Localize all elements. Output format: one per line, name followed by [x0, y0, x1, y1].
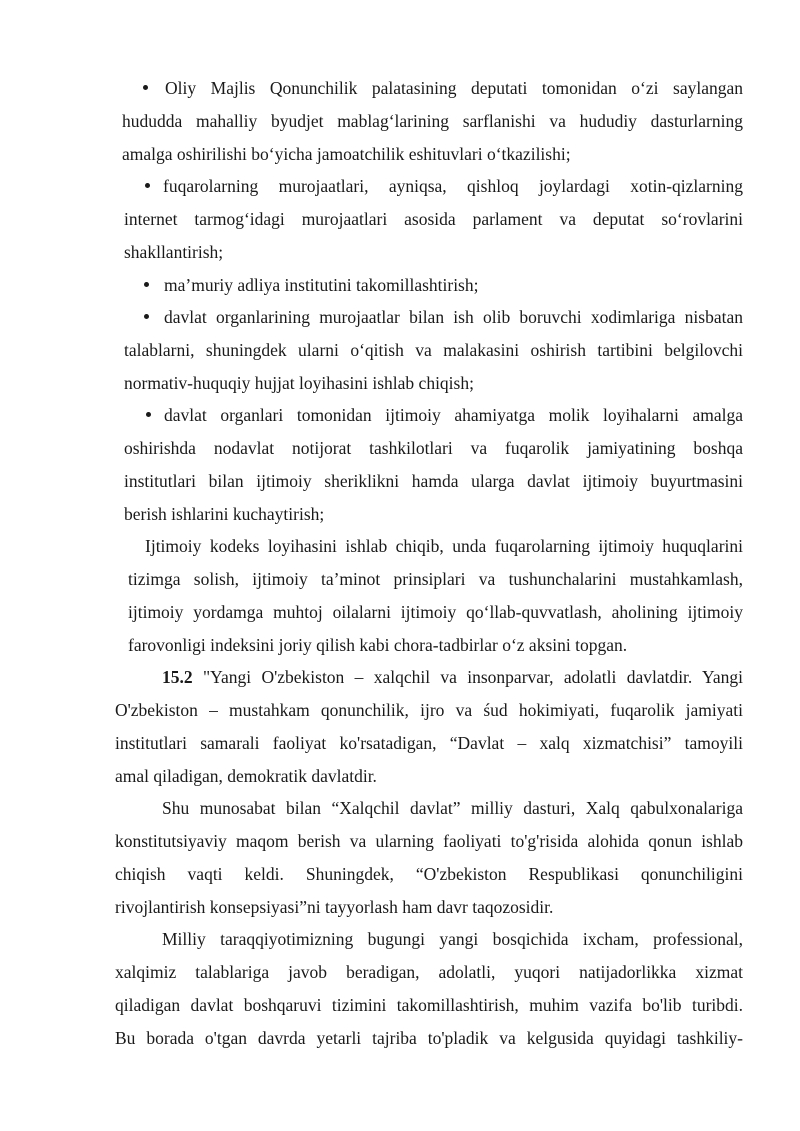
section-line-4: amal qiladigan, demokratik davlatdir. [115, 766, 377, 786]
ijtimoiy-line-4: farovonligi indeksini joriy qilish kabi chora-tadbirlar o‘z aksini topgan. [128, 635, 628, 655]
bullet-marker [144, 282, 149, 287]
bullet-2-line-2: internet tarmog‘idagi murojaatlari asosida parlament va deputat so‘rovlarini [124, 209, 743, 229]
bullet-marker [144, 314, 149, 319]
bullet-marker [145, 183, 150, 188]
section-line-1 [162, 666, 743, 688]
bullet-5-line-4: berish ishlarini kuchaytirish; [124, 504, 325, 524]
shu-line-2: konstitutsiyaviy maqom berish va ularning faoliyati to'g'risida alohida qonun ishlab [115, 831, 743, 851]
bullet-5-line-2: oshirishda nodavlat notijorat tashkilotlari va fuqarolik jamiyatining boshqa [124, 438, 743, 458]
bullet-2-line-1: fuqarolarning murojaatlari, ayniqsa, qishloq joylardagi xotin-qizlarning [163, 176, 743, 196]
bullet-1-line-1: Oliy Majlis Qonunchilik palatasining deputati tomonidan o‘zi saylangan [165, 78, 743, 98]
bullet-4-line-1: davlat organlarining murojaatlar bilan ish olib boruvchi xodimlariga nisbatan [164, 307, 743, 327]
section-number: 15.2 [162, 667, 193, 687]
bullet-1-line-3: amalga oshirilishi bo‘yicha jamoatchilik eshituvlari o‘tkazilishi; [122, 144, 571, 164]
bullet-5-line-3: institutlari bilan ijtimoiy sheriklikni hamda ularga davlat ijtimoiy buyurtmasini [124, 471, 743, 491]
bullet-2-line-3: shakllantirish; [124, 242, 224, 262]
section-line-3: institutlari samarali faoliyat ko'rsatadigan, “Davlat – xalq xizmatchisi” tamoyili [115, 733, 743, 753]
bullet-1-line-2: hududda mahalliy byudjet mablag‘larining sarflanishi va hududiy dasturlarning [122, 111, 743, 131]
shu-line-3: chiqish vaqti keldi. Shuningdek, “O'zbekiston Respublikasi qonunchiligini [115, 864, 743, 884]
milliy-line-4: Bu borada o'tgan davrda yetarli tajriba to'pladik va kelgusida quyidagi tashkiliy- [115, 1028, 743, 1048]
ijtimoiy-line-3: ijtimoiy yordamga muhtoj oilalarni ijtimoiy qo‘llab-quvvatlash, aholining ijtimoiy [128, 602, 743, 622]
bullet-3-line-1: ma’muriy adliya institutini takomillashtirish; [164, 275, 479, 295]
section-line-2: O'zbekiston – mustahkam qonunchilik, ijro va śud hokimiyati, fuqarolik jamiyati [115, 700, 743, 720]
ijtimoiy-line-1: Ijtimoiy kodeks loyihasini ishlab chiqib, unda fuqarolarning ijtimoiy huquqlarini [145, 536, 743, 556]
bullet-marker [143, 85, 148, 90]
bullet-marker [146, 412, 151, 417]
bullet-5-line-1: davlat organlari tomonidan ijtimoiy ahamiyatga molik loyihalarni amalga [164, 405, 743, 425]
ijtimoiy-line-2: tizimga solish, ijtimoiy ta’minot prinsiplari va tushunchalarini mustahkamlash, [128, 569, 743, 589]
milliy-line-1: Milliy taraqqiyotimizning bugungi yangi bosqichida ixcham, professional, [162, 929, 743, 949]
bullet-4-line-3: normativ-huquqiy hujjat loyihasini ishlab chiqish; [124, 373, 474, 393]
shu-line-4: rivojlantirish konsepsiyasi”ni tayyorlash ham davr taqozosidir. [115, 897, 554, 917]
milliy-line-3: qiladigan davlat boshqaruvi tizimini takomillashtirish, muhim vazifa bo'lib turibdi. [115, 995, 743, 1015]
milliy-line-2: xalqimiz talablariga javob beradigan, adolatli, yuqori natijadorlikka xizmat [115, 962, 743, 982]
section-first-line-text: "Yangi O'zbekiston – xalqchil va insonparvar, adolatli davlatdir. Yangi [192, 667, 743, 687]
bullet-4-line-2: talablarni, shuningdek ularni o‘qitish va malakasini oshirish tartibini belgilovchi [124, 340, 743, 360]
shu-line-1: Shu munosabat bilan “Xalqchil davlat” milliy dasturi, Xalq qabulxonalariga [162, 798, 743, 818]
